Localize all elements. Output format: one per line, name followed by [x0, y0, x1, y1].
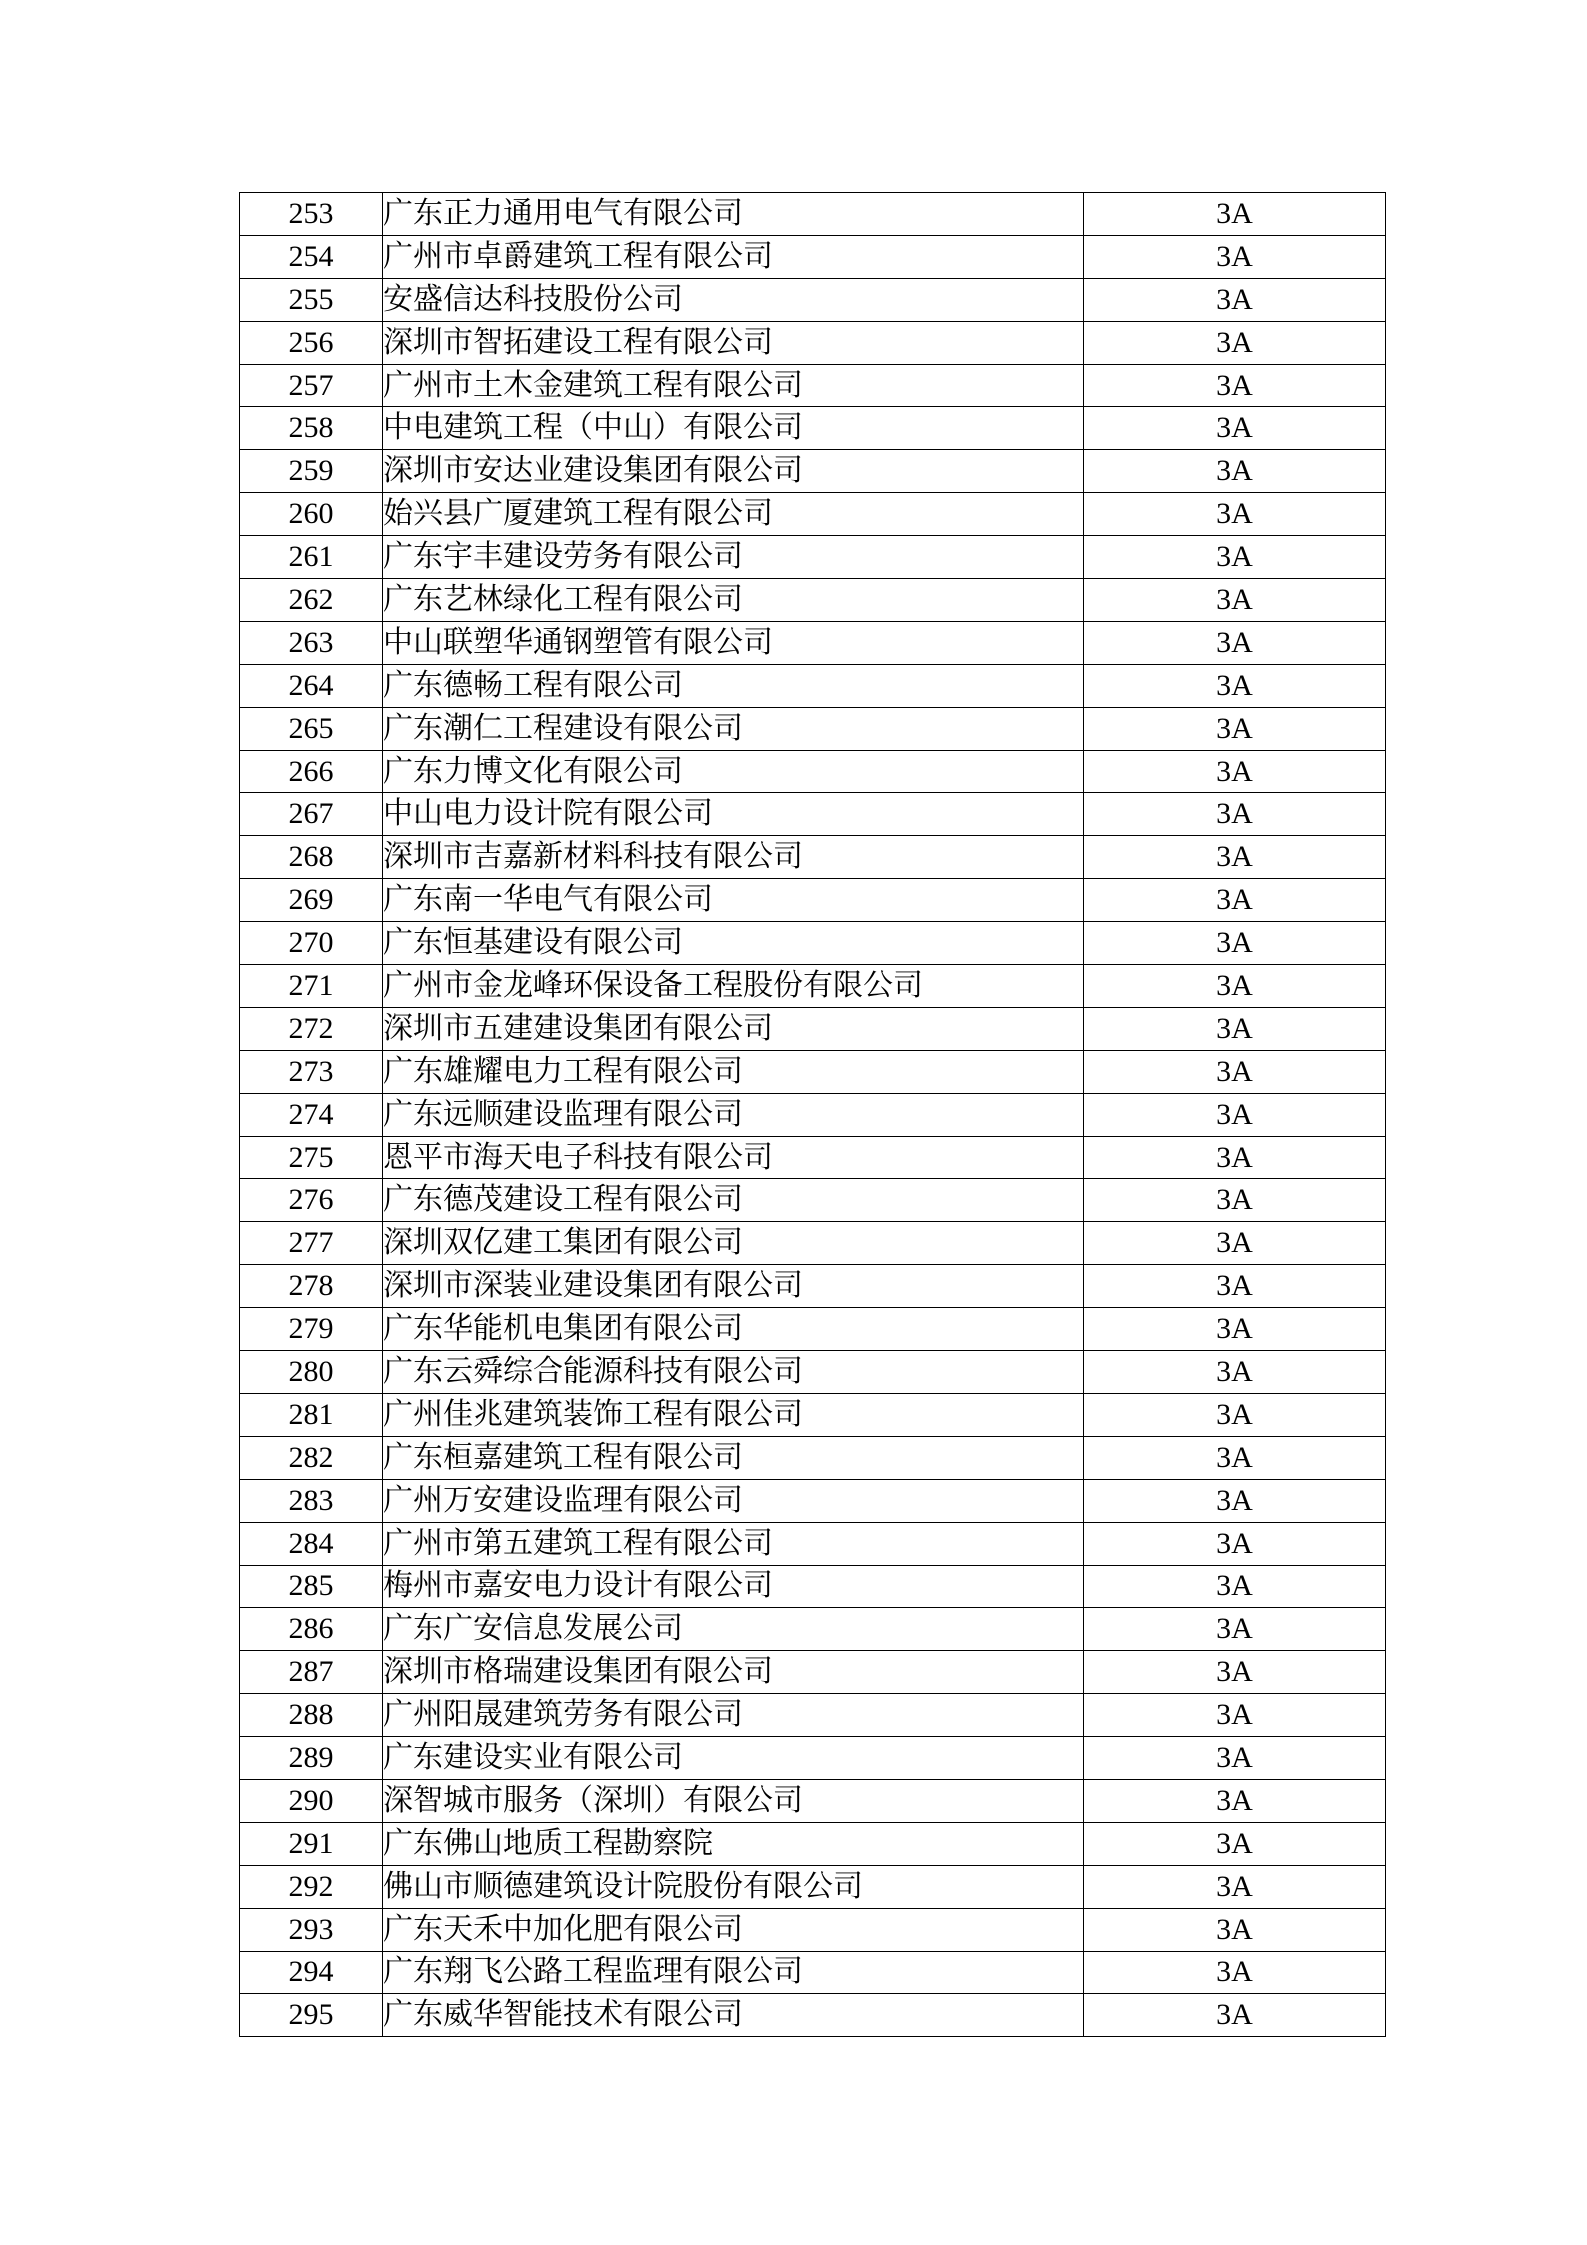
row-number-cell: 282: [240, 1436, 383, 1479]
company-name-cell: 广东远顺建设监理有限公司: [383, 1093, 1084, 1136]
credit-rating-cell: 3A: [1084, 922, 1386, 965]
table-row: [240, 1093, 1386, 1136]
row-number-cell: 266: [240, 750, 383, 793]
company-name-cell: 广州佳兆建筑装饰工程有限公司: [383, 1393, 1084, 1436]
credit-rating-cell: 3A: [1084, 235, 1386, 278]
credit-rating-cell: 3A: [1084, 879, 1386, 922]
company-name-cell: 广东天禾中加化肥有限公司: [383, 1908, 1084, 1951]
company-name-cell: 广东恒基建设有限公司: [383, 922, 1084, 965]
row-number-cell: 258: [240, 407, 383, 450]
credit-rating-cell: 3A: [1084, 450, 1386, 493]
credit-rating-cell: 3A: [1084, 707, 1386, 750]
row-number-cell: 261: [240, 536, 383, 579]
credit-rating-cell: 3A: [1084, 364, 1386, 407]
credit-rating-cell: 3A: [1084, 1351, 1386, 1394]
credit-rating-cell: 3A: [1084, 664, 1386, 707]
company-name-cell: 广东德茂建设工程有限公司: [383, 1179, 1084, 1222]
company-name-cell: 中山电力设计院有限公司: [383, 793, 1084, 836]
credit-rating-cell: 3A: [1084, 1136, 1386, 1179]
credit-rating-cell: 3A: [1084, 1651, 1386, 1694]
table-row: [240, 1651, 1386, 1694]
row-number-cell: 260: [240, 493, 383, 536]
table-row: [240, 1136, 1386, 1179]
table-row: [240, 1222, 1386, 1265]
row-number-cell: 264: [240, 664, 383, 707]
table-row: [240, 536, 1386, 579]
credit-rating-cell: 3A: [1084, 621, 1386, 664]
table-row: [240, 1393, 1386, 1436]
company-name-cell: 恩平市海天电子科技有限公司: [383, 1136, 1084, 1179]
credit-rating-cell: 3A: [1084, 278, 1386, 321]
table-row: [240, 1479, 1386, 1522]
row-number-cell: 289: [240, 1737, 383, 1780]
table-row: [240, 836, 1386, 879]
credit-rating-cell: 3A: [1084, 579, 1386, 622]
credit-rating-cell: 3A: [1084, 1007, 1386, 1050]
table-row: [240, 1608, 1386, 1651]
table-row: [240, 321, 1386, 364]
table-row: [240, 1050, 1386, 1093]
company-name-cell: 广州阳晟建筑劳务有限公司: [383, 1694, 1084, 1737]
company-name-cell: 广东南一华电气有限公司: [383, 879, 1084, 922]
company-name-cell: 广东翔飞公路工程监理有限公司: [383, 1951, 1084, 1994]
row-number-cell: 255: [240, 278, 383, 321]
company-name-cell: 广东云舜综合能源科技有限公司: [383, 1351, 1084, 1394]
credit-rating-cell: 3A: [1084, 1436, 1386, 1479]
table-row: [240, 793, 1386, 836]
credit-rating-cell: 3A: [1084, 1222, 1386, 1265]
table-row: [240, 664, 1386, 707]
table-row: [240, 278, 1386, 321]
company-name-cell: 广州市第五建筑工程有限公司: [383, 1522, 1084, 1565]
table-row: [240, 879, 1386, 922]
row-number-cell: 294: [240, 1951, 383, 1994]
credit-rating-cell: 3A: [1084, 193, 1386, 236]
table-row: [240, 407, 1386, 450]
table-row: [240, 1737, 1386, 1780]
company-name-cell: 广东华能机电集团有限公司: [383, 1308, 1084, 1351]
credit-rating-cell: 3A: [1084, 1308, 1386, 1351]
row-number-cell: 270: [240, 922, 383, 965]
row-number-cell: 286: [240, 1608, 383, 1651]
table-row: [240, 493, 1386, 536]
company-name-cell: 始兴县广厦建筑工程有限公司: [383, 493, 1084, 536]
credit-rating-cell: 3A: [1084, 793, 1386, 836]
company-name-cell: 广东潮仁工程建设有限公司: [383, 707, 1084, 750]
company-name-cell: 深圳市智拓建设工程有限公司: [383, 321, 1084, 364]
row-number-cell: 253: [240, 193, 383, 236]
row-number-cell: 257: [240, 364, 383, 407]
row-number-cell: 274: [240, 1093, 383, 1136]
credit-rating-cell: 3A: [1084, 1908, 1386, 1951]
company-name-cell: 广州万安建设监理有限公司: [383, 1479, 1084, 1522]
company-name-cell: 深圳市吉嘉新材料科技有限公司: [383, 836, 1084, 879]
company-name-cell: 梅州市嘉安电力设计有限公司: [383, 1565, 1084, 1608]
row-number-cell: 284: [240, 1522, 383, 1565]
company-name-cell: 广东力博文化有限公司: [383, 750, 1084, 793]
company-name-cell: 深圳双亿建工集团有限公司: [383, 1222, 1084, 1265]
credit-rating-cell: 3A: [1084, 1179, 1386, 1222]
credit-rating-cell: 3A: [1084, 1779, 1386, 1822]
row-number-cell: 256: [240, 321, 383, 364]
credit-rating-cell: 3A: [1084, 965, 1386, 1008]
credit-rating-cell: 3A: [1084, 1994, 1386, 2037]
row-number-cell: 288: [240, 1694, 383, 1737]
company-name-cell: 广东德畅工程有限公司: [383, 664, 1084, 707]
row-number-cell: 283: [240, 1479, 383, 1522]
row-number-cell: 287: [240, 1651, 383, 1694]
table-row: [240, 1908, 1386, 1951]
row-number-cell: 263: [240, 621, 383, 664]
company-name-cell: 安盛信达科技股份公司: [383, 278, 1084, 321]
row-number-cell: 254: [240, 235, 383, 278]
table-row: [240, 1779, 1386, 1822]
table-row: [240, 1522, 1386, 1565]
table-row: [240, 1822, 1386, 1865]
table-row: [240, 1951, 1386, 1994]
row-number-cell: 278: [240, 1265, 383, 1308]
row-number-cell: 276: [240, 1179, 383, 1222]
row-number-cell: 265: [240, 707, 383, 750]
company-name-cell: 深圳市五建建设集团有限公司: [383, 1007, 1084, 1050]
row-number-cell: 273: [240, 1050, 383, 1093]
credit-rating-cell: 3A: [1084, 836, 1386, 879]
row-number-cell: 275: [240, 1136, 383, 1179]
table-row: [240, 1436, 1386, 1479]
credit-rating-cell: 3A: [1084, 321, 1386, 364]
row-number-cell: 291: [240, 1822, 383, 1865]
table-row: [240, 1179, 1386, 1222]
table-row: [240, 707, 1386, 750]
credit-rating-cell: 3A: [1084, 407, 1386, 450]
table-row: [240, 1007, 1386, 1050]
row-number-cell: 277: [240, 1222, 383, 1265]
credit-rating-cell: 3A: [1084, 1694, 1386, 1737]
company-name-cell: 广东正力通用电气有限公司: [383, 193, 1084, 236]
table-row: [240, 922, 1386, 965]
table-row: [240, 965, 1386, 1008]
company-name-cell: 中山联塑华通钢塑管有限公司: [383, 621, 1084, 664]
credit-rating-cell: 3A: [1084, 1951, 1386, 1994]
table-row: [240, 621, 1386, 664]
table-row: [240, 1265, 1386, 1308]
credit-rating-cell: 3A: [1084, 536, 1386, 579]
row-number-cell: 292: [240, 1865, 383, 1908]
company-name-cell: 深智城市服务（深圳）有限公司: [383, 1779, 1084, 1822]
credit-rating-cell: 3A: [1084, 1265, 1386, 1308]
table-row: [240, 1565, 1386, 1608]
row-number-cell: 295: [240, 1994, 383, 2037]
company-name-cell: 广东威华智能技术有限公司: [383, 1994, 1084, 2037]
company-name-cell: 广东佛山地质工程勘察院: [383, 1822, 1084, 1865]
row-number-cell: 262: [240, 579, 383, 622]
row-number-cell: 267: [240, 793, 383, 836]
company-name-cell: 深圳市深装业建设集团有限公司: [383, 1265, 1084, 1308]
credit-rating-cell: 3A: [1084, 1050, 1386, 1093]
credit-rating-cell: 3A: [1084, 1737, 1386, 1780]
table-row: [240, 364, 1386, 407]
company-name-cell: 广州市金龙峰环保设备工程股份有限公司: [383, 965, 1084, 1008]
row-number-cell: 279: [240, 1308, 383, 1351]
company-name-cell: 广东雄耀电力工程有限公司: [383, 1050, 1084, 1093]
row-number-cell: 290: [240, 1779, 383, 1822]
table-row: [240, 1994, 1386, 2037]
company-name-cell: 佛山市顺德建筑设计院股份有限公司: [383, 1865, 1084, 1908]
row-number-cell: 268: [240, 836, 383, 879]
row-number-cell: 293: [240, 1908, 383, 1951]
table-row: [240, 1694, 1386, 1737]
credit-rating-cell: 3A: [1084, 1393, 1386, 1436]
row-number-cell: 281: [240, 1393, 383, 1436]
row-number-cell: 272: [240, 1007, 383, 1050]
table-row: [240, 1865, 1386, 1908]
credit-rating-cell: 3A: [1084, 1522, 1386, 1565]
row-number-cell: 280: [240, 1351, 383, 1394]
table-body: [240, 193, 1386, 2037]
credit-rating-cell: 3A: [1084, 1565, 1386, 1608]
credit-rating-cell: 3A: [1084, 1479, 1386, 1522]
credit-rating-cell: 3A: [1084, 493, 1386, 536]
row-number-cell: 269: [240, 879, 383, 922]
company-name-cell: 广州市卓爵建筑工程有限公司: [383, 235, 1084, 278]
company-name-cell: 广东建设实业有限公司: [383, 1737, 1084, 1780]
company-name-cell: 深圳市格瑞建设集团有限公司: [383, 1651, 1084, 1694]
table-row: [240, 193, 1386, 236]
table-row: [240, 579, 1386, 622]
table-row: [240, 235, 1386, 278]
company-name-cell: 广东宇丰建设劳务有限公司: [383, 536, 1084, 579]
company-name-cell: 广东艺林绿化工程有限公司: [383, 579, 1084, 622]
row-number-cell: 259: [240, 450, 383, 493]
table-row: [240, 450, 1386, 493]
company-name-cell: 广东广安信息发展公司: [383, 1608, 1084, 1651]
credit-rating-cell: 3A: [1084, 1608, 1386, 1651]
company-name-cell: 中电建筑工程（中山）有限公司: [383, 407, 1084, 450]
table-row: [240, 750, 1386, 793]
row-number-cell: 271: [240, 965, 383, 1008]
row-number-cell: 285: [240, 1565, 383, 1608]
table-row: [240, 1351, 1386, 1394]
credit-rating-cell: 3A: [1084, 750, 1386, 793]
credit-rating-cell: 3A: [1084, 1822, 1386, 1865]
credit-rating-cell: 3A: [1084, 1093, 1386, 1136]
table-row: [240, 1308, 1386, 1351]
company-name-cell: 广东桓嘉建筑工程有限公司: [383, 1436, 1084, 1479]
company-name-cell: 深圳市安达业建设集团有限公司: [383, 450, 1084, 493]
company-name-cell: 广州市土木金建筑工程有限公司: [383, 364, 1084, 407]
credit-rating-cell: 3A: [1084, 1865, 1386, 1908]
company-rating-table: [239, 192, 1386, 2037]
